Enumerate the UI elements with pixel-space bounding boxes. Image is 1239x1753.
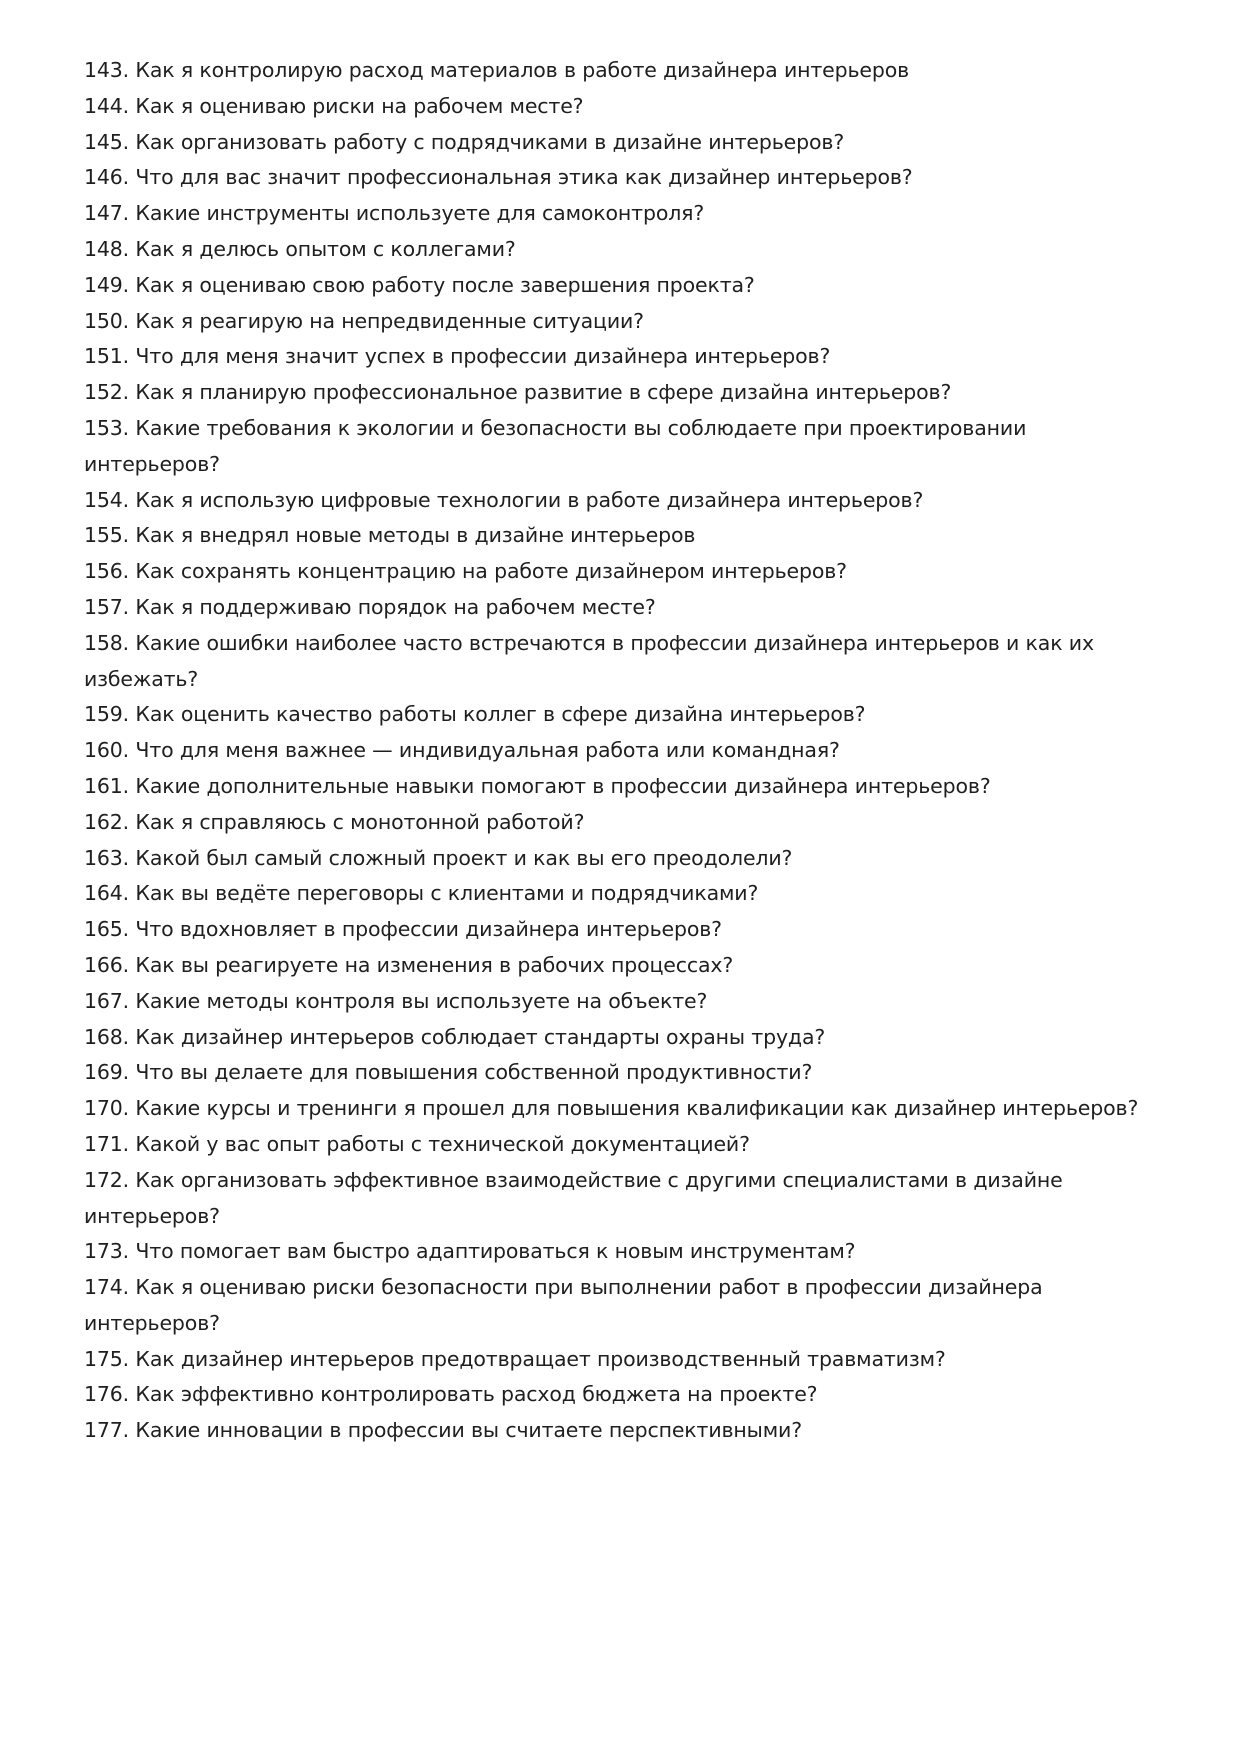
question-item (84, 733, 1164, 769)
question-number: 174. (84, 1275, 130, 1300)
question-number: 162. (84, 809, 130, 834)
question-text: Как я использую цифровые технологии в работе дизайнера интерьеров? (135, 487, 924, 512)
question-item (84, 876, 1164, 912)
question-text: Какие дополнительные навыки помогают в профессии дизайнера интерьеров? (135, 773, 991, 798)
question-text: Как организовать работу с подрядчиками в дизайне интерьеров? (135, 129, 845, 154)
question-item (84, 89, 1164, 125)
question-number: 159. (84, 702, 130, 727)
question-item (84, 53, 1164, 89)
question-text: Что для вас значит профессиональная этика как дизайнер интерьеров? (135, 165, 913, 190)
question-text: Что вдохновляет в профессии дизайнера интерьеров? (135, 917, 722, 942)
question-item (84, 984, 1164, 1020)
question-item (84, 483, 1164, 519)
question-text: Как я делюсь опытом с коллегами? (135, 236, 516, 261)
question-item (84, 411, 1164, 483)
question-number: 150. (84, 308, 130, 333)
question-number: 152. (84, 380, 130, 405)
question-item (84, 304, 1164, 340)
question-number: 146. (84, 165, 130, 190)
question-text: Какие требования к экологии и безопасности вы соблюдаете при проектировании интерьеров? (84, 415, 1027, 476)
question-text: Какие ошибки наиболее часто встречаются в профессии дизайнера интерьеров и как их избежать? (84, 630, 1094, 691)
question-item (84, 1127, 1164, 1163)
question-item (84, 1163, 1164, 1235)
question-text: Как дизайнер интерьеров соблюдает стандарты охраны труда? (135, 1024, 826, 1049)
question-text: Как сохранять концентрацию на работе дизайнером интерьеров? (135, 559, 847, 584)
question-number: 151. (84, 344, 130, 369)
question-number: 154. (84, 487, 130, 512)
question-text: Что вы делаете для повышения собственной продуктивности? (135, 1060, 813, 1085)
question-number: 172. (84, 1167, 130, 1192)
question-item (84, 339, 1164, 375)
question-number: 167. (84, 988, 130, 1013)
question-number: 149. (84, 272, 130, 297)
question-number: 148. (84, 236, 130, 261)
question-item (84, 912, 1164, 948)
question-item (84, 554, 1164, 590)
question-item (84, 1055, 1164, 1091)
question-item (84, 160, 1164, 196)
question-item (84, 1270, 1164, 1342)
question-text: Как оценить качество работы коллег в сфере дизайна интерьеров? (135, 702, 866, 727)
question-text: Как я оцениваю риски безопасности при выполнении работ в профессии дизайнера интерьеров? (84, 1275, 1043, 1335)
question-list (84, 53, 1164, 1449)
question-item (84, 1091, 1164, 1127)
question-item (84, 196, 1164, 232)
question-text: Что для меня значит успех в профессии дизайнера интерьеров? (135, 344, 831, 369)
question-item (84, 697, 1164, 733)
question-item (84, 518, 1164, 554)
question-text: Как вы ведёте переговоры с клиентами и подрядчиками? (135, 881, 759, 906)
question-text: Какие методы контроля вы используете на объекте? (135, 988, 708, 1013)
question-number: 161. (84, 773, 130, 798)
question-text: Как я планирую профессиональное развитие в сфере дизайна интерьеров? (135, 380, 952, 405)
question-number: 155. (84, 523, 130, 548)
question-text: Как я справляюсь с монотонной работой? (135, 809, 585, 834)
question-text: Как дизайнер интерьеров предотвращает производственный травматизм? (135, 1346, 946, 1371)
question-item (84, 948, 1164, 984)
question-text: Как я оцениваю свою работу после завершения проекта? (135, 272, 755, 297)
question-number: 160. (84, 738, 130, 763)
question-item (84, 232, 1164, 268)
question-text: Какие инновации в профессии вы считаете перспективными? (135, 1418, 802, 1443)
question-item (84, 125, 1164, 161)
question-item (84, 841, 1164, 877)
question-number: 147. (84, 201, 130, 226)
question-item (84, 590, 1164, 626)
question-text: Как я поддерживаю порядок на рабочем месте? (135, 594, 656, 619)
question-number: 169. (84, 1060, 130, 1085)
question-text: Как я реагирую на непредвиденные ситуации? (135, 308, 644, 333)
question-text: Как я внедрял новые методы в дизайне интерьеров (135, 523, 696, 548)
question-number: 158. (84, 630, 130, 655)
question-number: 164. (84, 881, 130, 906)
question-number: 175. (84, 1346, 130, 1371)
question-number: 173. (84, 1239, 130, 1264)
question-text: Какой у вас опыт работы с технической документацией? (135, 1131, 750, 1156)
question-number: 163. (84, 845, 130, 870)
question-number: 145. (84, 129, 130, 154)
question-number: 177. (84, 1418, 130, 1443)
question-text: Какой был самый сложный проект и как вы его преодолели? (135, 845, 793, 870)
question-item (84, 626, 1164, 698)
question-item (84, 1377, 1164, 1413)
question-number: 153. (84, 415, 130, 440)
question-text: Что для меня важнее — индивидуальная работа или командная? (135, 738, 840, 763)
question-text: Как организовать эффективное взаимодействие с другими специалистами в дизайне интерьеров? (84, 1167, 1063, 1228)
question-item (84, 1413, 1164, 1449)
question-text: Как вы реагируете на изменения в рабочих процессах? (135, 952, 734, 977)
question-number: 143. (84, 58, 130, 82)
question-number: 156. (84, 559, 130, 584)
question-text: Какие инструменты используете для самоконтроля? (135, 201, 705, 226)
question-number: 166. (84, 952, 130, 977)
question-item (84, 1020, 1164, 1056)
question-number: 168. (84, 1024, 130, 1049)
question-text: Как я контролирую расход материалов в работе дизайнера интерьеров (135, 58, 910, 82)
question-number: 171. (84, 1131, 130, 1156)
question-text: Какие курсы и тренинги я прошел для повышения квалификации как дизайнер интерьеров? (135, 1096, 1139, 1121)
question-text: Что помогает вам быстро адаптироваться к новым инструментам? (135, 1239, 856, 1264)
question-item (84, 375, 1164, 411)
question-text: Как я оцениваю риски на рабочем месте? (135, 93, 584, 118)
question-item (84, 805, 1164, 841)
question-number: 170. (84, 1096, 130, 1121)
question-item (84, 1234, 1164, 1270)
question-text: Как эффективно контролировать расход бюджета на проекте? (135, 1382, 818, 1407)
question-number: 144. (84, 93, 130, 118)
question-number: 165. (84, 917, 130, 942)
question-number: 176. (84, 1382, 130, 1407)
question-item (84, 769, 1164, 805)
question-number: 157. (84, 594, 130, 619)
question-item (84, 1342, 1164, 1378)
question-item (84, 268, 1164, 304)
